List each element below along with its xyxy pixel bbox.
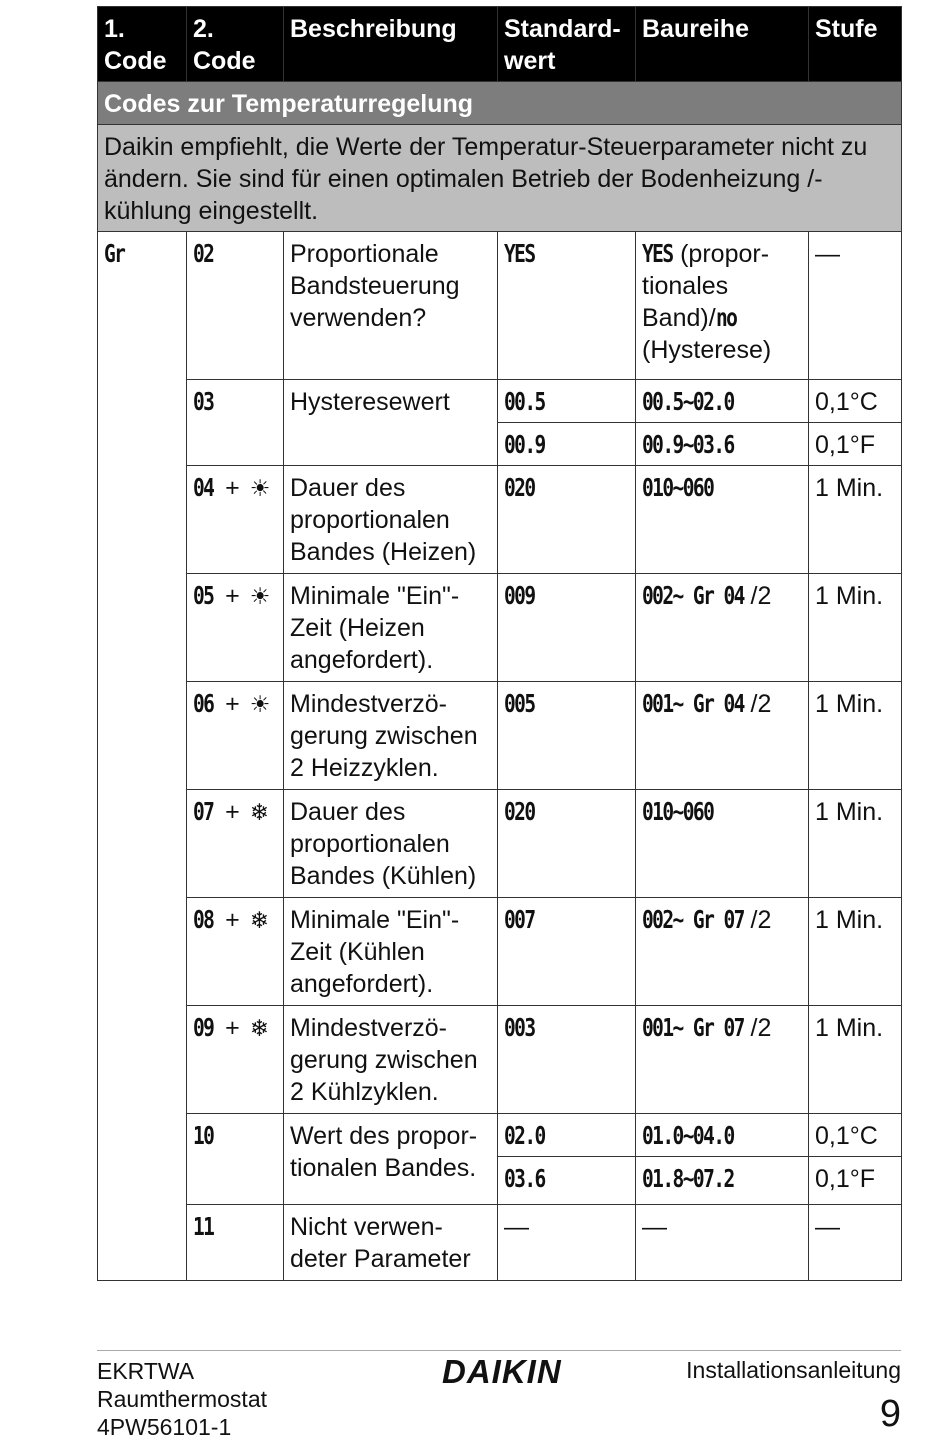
- default-value: YES: [504, 239, 535, 268]
- default-value-cell: [498, 232, 636, 380]
- description: Mindestverzö- gerung zwischen 2 Kühlzyklen.: [284, 1006, 498, 1114]
- snowflake-icon: ❄: [249, 1015, 269, 1041]
- header-range: Baureihe: [636, 7, 809, 82]
- step-fahrenheit: 0,1°F: [809, 423, 902, 466]
- default-value: 005: [504, 689, 535, 718]
- second-code: 09: [193, 1013, 214, 1042]
- second-code: 05: [193, 581, 214, 610]
- table-row: [98, 574, 902, 682]
- footer-model: EKRTWA: [97, 1358, 195, 1384]
- range-suffix: /2: [750, 582, 772, 610]
- description: Mindestverzö- gerung zwischen 2 Heizzyklen.: [284, 682, 498, 790]
- default-value-cell: [498, 574, 636, 682]
- snowflake-icon: ❄: [249, 799, 269, 825]
- default-value-fahrenheit: 00.9: [504, 430, 545, 459]
- table-row: [98, 898, 902, 1006]
- range-cell: [636, 898, 809, 1006]
- second-code-cell: [187, 1006, 284, 1114]
- range-cell: [636, 682, 809, 790]
- second-code-cell: [187, 466, 284, 574]
- description: Minimale "Ein"- Zeit (Heizen angefordert).: [284, 574, 498, 682]
- step: 1 Min.: [809, 790, 902, 898]
- table-row: [98, 232, 902, 380]
- second-code-cell: [187, 790, 284, 898]
- second-code-cell: [187, 232, 284, 380]
- second-code: 03: [193, 387, 214, 416]
- page-number: 9: [879, 1393, 901, 1435]
- default-value-celsius: 02.0: [504, 1121, 545, 1150]
- sun-icon: ☀: [249, 475, 271, 501]
- default-value-cell: [498, 1157, 636, 1205]
- range-suffix: /2: [750, 1014, 772, 1042]
- table-row: [98, 1205, 902, 1281]
- default-value: 003: [504, 1013, 535, 1042]
- range-cell: [636, 380, 809, 423]
- temperature-codes-table: [97, 6, 902, 1281]
- section-note: Daikin empfiehlt, die Werte der Temperatur-Steuerparameter nicht zu ändern. Sie sind für einen optimalen Betrieb der Bodenheizung /-kühlung eingestellt.: [98, 125, 902, 232]
- footer-doc-id: 4PW56101-1: [97, 1414, 232, 1440]
- default-value-cell: [498, 466, 636, 574]
- range-cell: [636, 466, 809, 574]
- default-value-cell: [498, 423, 636, 466]
- default-value-cell: [498, 1006, 636, 1114]
- table-row: [98, 682, 902, 790]
- footer-doc-type: Installationsanleitung: [686, 1357, 901, 1383]
- second-code-cell: [187, 682, 284, 790]
- first-code-cell: [98, 232, 187, 1281]
- section-note-row: [98, 125, 902, 232]
- second-code-cell: [187, 380, 284, 466]
- range-code: YES: [642, 239, 673, 268]
- description: Nicht verwen- deter Parameter: [284, 1205, 498, 1281]
- description: Dauer des proportionalen Bandes (Kühlen): [284, 790, 498, 898]
- default-value: 020: [504, 473, 535, 502]
- range-celsius: 00.5~02.0: [642, 387, 734, 416]
- step: 1 Min.: [809, 466, 902, 574]
- default-value-cell: [498, 790, 636, 898]
- step-fahrenheit: 0,1°F: [809, 1157, 902, 1205]
- range: —: [636, 1205, 809, 1281]
- table-row: [98, 1006, 902, 1114]
- range-fahrenheit: 01.8~07.2: [642, 1164, 734, 1193]
- description: Wert des propor- tionalen Bandes.: [284, 1114, 498, 1205]
- range-suffix: /2: [750, 906, 772, 934]
- default-value-cell: [498, 1114, 636, 1157]
- default-value-cell: [498, 898, 636, 1006]
- default-value: 009: [504, 581, 535, 610]
- table-row: [98, 380, 902, 423]
- step: 1 Min.: [809, 898, 902, 1006]
- plus-sign: +: [225, 798, 240, 826]
- default-value-celsius: 00.5: [504, 387, 545, 416]
- sun-icon: ☀: [249, 691, 271, 717]
- first-code: Gr: [104, 239, 125, 268]
- range-text: (propor- tionales Band)/: [642, 240, 770, 332]
- header-default-value: Standard- wert: [498, 7, 636, 82]
- range-cell: [636, 1006, 809, 1114]
- second-code: 10: [193, 1121, 214, 1150]
- table-row: [98, 790, 902, 898]
- range-cell: [636, 790, 809, 898]
- second-code: 06: [193, 689, 214, 718]
- range-text-hysteresis: (Hysterese): [642, 336, 772, 364]
- header-step: Stufe: [809, 7, 902, 82]
- description: Minimale "Ein"- Zeit (Kühlen angefordert).: [284, 898, 498, 1006]
- range: 010~060: [642, 473, 714, 502]
- second-code-cell: [187, 898, 284, 1006]
- step: 1 Min.: [809, 682, 902, 790]
- second-code: 11: [193, 1212, 214, 1241]
- snowflake-icon: ❄: [249, 907, 269, 933]
- range-suffix: /2: [750, 690, 772, 718]
- step: 1 Min.: [809, 574, 902, 682]
- daikin-logo: [442, 1355, 594, 1394]
- default-value-cell: [498, 682, 636, 790]
- plus-sign: +: [225, 474, 240, 502]
- step: —: [809, 232, 902, 380]
- description: Hysteresewert: [284, 380, 498, 466]
- plus-sign: +: [225, 582, 240, 610]
- default-value-cell: [498, 380, 636, 423]
- range-fahrenheit: 00.9~03.6: [642, 430, 734, 459]
- plus-sign: +: [225, 690, 240, 718]
- range: 001~ Gr 07: [642, 1013, 744, 1042]
- table-row: [98, 466, 902, 574]
- header-first-code: 1. Code: [98, 7, 187, 82]
- default-value: 020: [504, 797, 535, 826]
- step: 1 Min.: [809, 1006, 902, 1114]
- header-description: Beschreibung: [284, 7, 498, 82]
- section-title: Codes zur Temperaturregelung: [98, 82, 902, 125]
- range-cell: [636, 232, 809, 380]
- range-cell: [636, 423, 809, 466]
- second-code: 08: [193, 905, 214, 934]
- range-code-no: no: [715, 303, 737, 332]
- default-value: —: [498, 1205, 636, 1281]
- second-code: 07: [193, 797, 214, 826]
- default-value: 007: [504, 905, 535, 934]
- sun-icon: ☀: [249, 583, 271, 609]
- range: 001~ Gr 04: [642, 689, 744, 718]
- second-code-cell: [187, 1205, 284, 1281]
- step-celsius: 0,1°C: [809, 380, 902, 423]
- range: 010~060: [642, 797, 714, 826]
- page-footer: [97, 1350, 901, 1440]
- step: —: [809, 1205, 902, 1281]
- step-celsius: 0,1°C: [809, 1114, 902, 1157]
- header-second-code: 2. Code: [187, 7, 284, 82]
- second-code-cell: [187, 1114, 284, 1205]
- range-cell: [636, 574, 809, 682]
- second-code-cell: [187, 574, 284, 682]
- table-header-row: [98, 7, 902, 82]
- range-celsius: 01.0~04.0: [642, 1121, 734, 1150]
- second-code: 02: [193, 239, 214, 268]
- range-cell: [636, 1157, 809, 1205]
- plus-sign: +: [225, 1014, 240, 1042]
- footer-product: Raumthermostat: [97, 1386, 268, 1412]
- section-title-row: [98, 82, 902, 125]
- description: Dauer des proportionalen Bandes (Heizen): [284, 466, 498, 574]
- second-code: 04: [193, 473, 214, 502]
- range: 002~ Gr 07: [642, 905, 744, 934]
- footer-product-info: [97, 1357, 267, 1441]
- plus-sign: +: [225, 906, 240, 934]
- description: Proportionale Bandsteuerung verwenden?: [284, 232, 498, 380]
- default-value-fahrenheit: 03.6: [504, 1164, 545, 1193]
- svg-text:DAIKIN: DAIKIN: [442, 1355, 562, 1389]
- range-cell: [636, 1114, 809, 1157]
- table-row: [98, 1114, 902, 1157]
- range: 002~ Gr 04: [642, 581, 744, 610]
